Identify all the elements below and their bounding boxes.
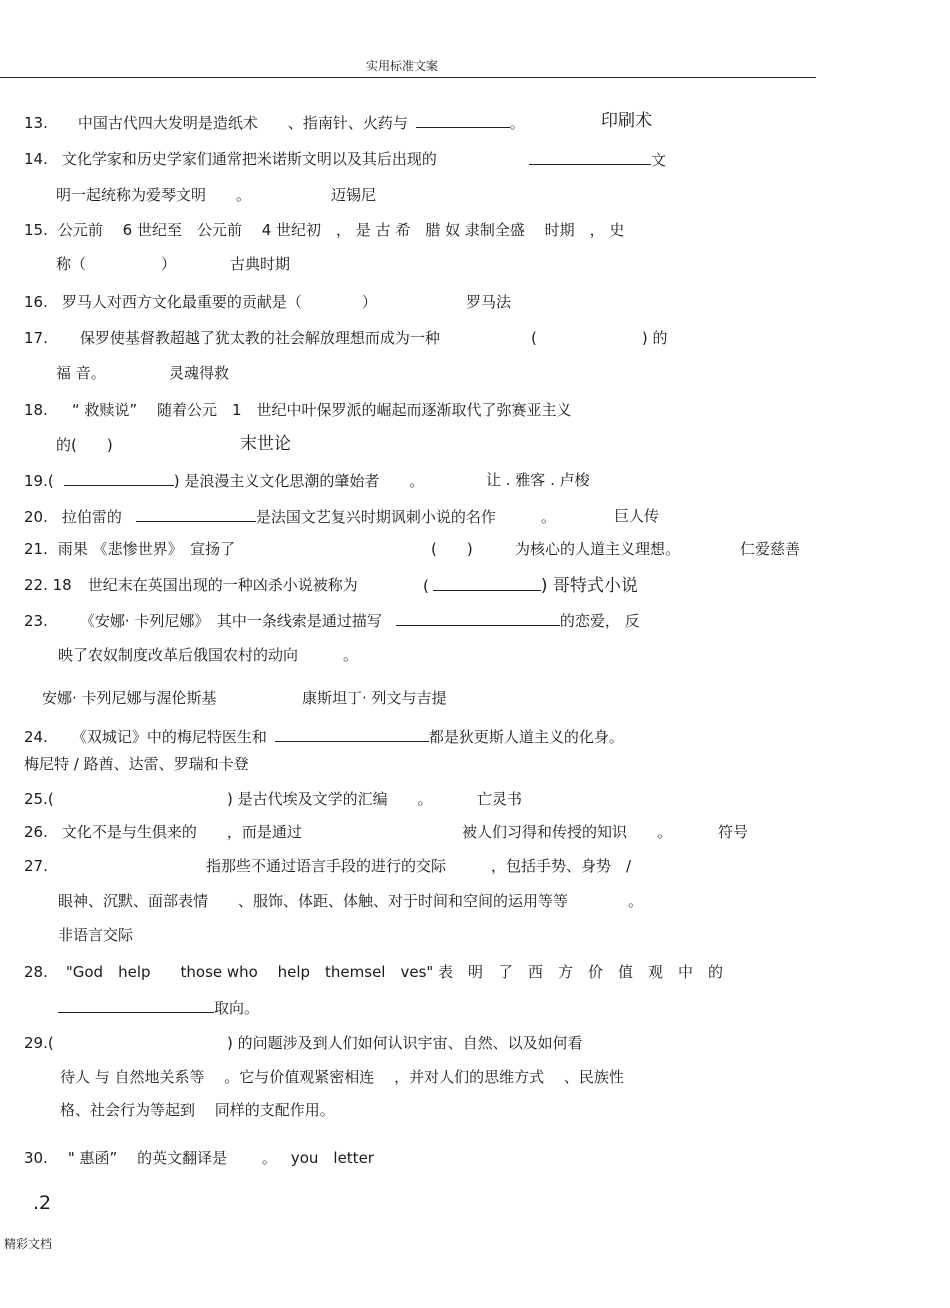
question-15 bbox=[24, 221, 624, 239]
question-number: 20. bbox=[24, 508, 48, 526]
answer-17: 灵魂得救 bbox=[169, 364, 230, 382]
answer-16: 罗马法 bbox=[466, 293, 512, 311]
question-number: 16. bbox=[24, 293, 48, 311]
question-text: ) 是浪漫主义文化思潮的肇始者 。 bbox=[173, 472, 425, 490]
question-14 bbox=[24, 150, 437, 168]
answer-30: you letter bbox=[290, 1149, 374, 1167]
question-22 bbox=[24, 576, 358, 594]
answer-blank bbox=[275, 727, 429, 742]
answer-13: 印刷术 bbox=[601, 111, 652, 131]
question-21-text: 为核心的人道主义理想。 bbox=[515, 540, 681, 558]
question-text: 文 bbox=[651, 151, 667, 169]
question-30 bbox=[24, 1149, 374, 1167]
question-number: 13. bbox=[24, 114, 48, 132]
question-14-continuation: 明一起统称为爱琴文明 。 bbox=[56, 186, 252, 204]
answer-19: 让 . 雅客 . 卢梭 bbox=[486, 471, 590, 489]
answer-20: 巨人传 bbox=[614, 507, 660, 525]
page-number: .2 bbox=[33, 1192, 52, 1214]
question-number: 18. bbox=[24, 401, 48, 419]
question-17-continuation: 福 音。 bbox=[56, 364, 106, 382]
question-29-continuation-1: 待人 与 自然地关系等 。它与价值观紧密相连 ，并对人们的思维方式 、民族性 bbox=[60, 1068, 624, 1086]
question-number: 24. bbox=[24, 728, 48, 746]
question-text: 雨果 《悲惨世界》 宣扬了 bbox=[57, 540, 236, 558]
answer-15: 古典时期 bbox=[230, 255, 291, 273]
question-16 bbox=[24, 293, 377, 311]
answer-14: 迈锡尼 bbox=[331, 186, 377, 204]
question-text: 文化学家和历史学家们通常把米诺斯文明以及其后出现的 bbox=[61, 150, 437, 168]
question-15-continuation: 称（ ） bbox=[56, 255, 177, 273]
question-text: 的恋爱， 反 bbox=[559, 612, 640, 630]
question-text: 拉伯雷的 bbox=[61, 508, 122, 526]
question-24 bbox=[24, 727, 624, 746]
question-text: 《双城记》中的梅尼特医生和 bbox=[71, 728, 267, 746]
answer-22: ) 哥特式小说 bbox=[540, 576, 638, 596]
question-13 bbox=[24, 113, 525, 132]
question-21-paren: ( ) bbox=[431, 540, 473, 558]
question-25 bbox=[24, 790, 54, 808]
question-27 bbox=[24, 857, 48, 875]
question-14-blank-line bbox=[529, 150, 666, 169]
answer-24: 梅尼特 / 路酋、达雷、罗瑞和卡登 bbox=[24, 755, 249, 773]
question-20 bbox=[24, 507, 556, 526]
question-text: 世纪末在英国出现的一种凶杀小说被称为 bbox=[87, 576, 358, 594]
question-text: 都是狄更斯人道主义的化身。 bbox=[428, 728, 624, 746]
question-22-blank-line bbox=[423, 576, 638, 595]
question-17 bbox=[24, 329, 440, 347]
question-number: 29.( bbox=[24, 1034, 54, 1052]
question-text: 文化不是与生俱来的 ，而是通过 bbox=[61, 823, 302, 841]
question-26 bbox=[24, 823, 302, 841]
question-text: 公元前 6 世纪至 公元前 4 世纪初 ， 是 古 希 腊 奴 隶制全盛 时期 ， 史 bbox=[57, 221, 625, 239]
question-number: 22. 18 bbox=[24, 576, 72, 594]
question-number: 30. bbox=[24, 1149, 48, 1167]
answer-23-second: 康斯坦丁· 列文与吉提 bbox=[302, 689, 447, 707]
question-text: " 惠函” 的英文翻译是 。 bbox=[67, 1149, 277, 1167]
question-18 bbox=[24, 401, 571, 419]
question-17-paren: ( ) 的 bbox=[531, 329, 668, 347]
question-text: 《安娜· 卡列尼娜》 其中一条线索是通过描写 bbox=[79, 612, 382, 630]
header-rule bbox=[0, 77, 816, 78]
question-number: 26. bbox=[24, 823, 48, 841]
question-29-continuation-2: 格、社会行为等起到 同样的支配作用。 bbox=[60, 1101, 335, 1119]
question-19 bbox=[24, 471, 424, 490]
question-29-text: ) 的问题涉及到人们如何认识宇宙、自然、以及如何看 bbox=[227, 1034, 583, 1052]
question-28 bbox=[24, 963, 723, 981]
question-number: 21. bbox=[24, 540, 48, 558]
question-28-continuation bbox=[58, 998, 259, 1017]
answer-26: 符号 bbox=[718, 823, 749, 841]
header-title: 实用标准文案 bbox=[366, 59, 439, 73]
answer-21: 仁爱慈善 bbox=[740, 540, 801, 558]
answer-blank bbox=[64, 471, 174, 486]
question-27-continuation: 眼神、沉默、面部表情 、服饰、体距、体触、对于时间和空间的运用等等 。 bbox=[58, 892, 644, 910]
question-number: 28. bbox=[24, 963, 48, 981]
question-text: “ 救赎说” 随着公元 1 世纪中叶保罗派的崛起而逐渐取代了弥赛亚主义 bbox=[71, 401, 572, 419]
question-text: 。 bbox=[509, 114, 525, 132]
question-25-text: ) 是古代埃及文学的汇编 。 bbox=[227, 790, 433, 808]
question-number: 23. bbox=[24, 612, 48, 630]
question-number: 27. bbox=[24, 857, 48, 875]
answer-23-first: 安娜· 卡列尼娜与渥伦斯基 bbox=[42, 689, 217, 707]
answer-27: 非语言交际 bbox=[58, 926, 134, 944]
question-text: 保罗使基督教超越了犹太教的社会解放理想而成为一种 bbox=[79, 329, 440, 347]
question-number: 17. bbox=[24, 329, 48, 347]
question-26-text: 被人们习得和传授的知识 。 bbox=[462, 823, 673, 841]
question-text: ( bbox=[423, 577, 429, 595]
question-number: 25.( bbox=[24, 790, 54, 808]
answer-blank bbox=[416, 113, 510, 128]
answer-blank bbox=[529, 150, 651, 165]
question-29 bbox=[24, 1034, 54, 1052]
answer-blank bbox=[58, 998, 214, 1013]
answer-blank bbox=[433, 576, 541, 591]
question-number: 15. bbox=[24, 221, 48, 239]
question-21 bbox=[24, 540, 235, 558]
answer-18: 末世论 bbox=[240, 434, 291, 454]
question-18-continuation: 的( ) bbox=[56, 436, 113, 454]
question-number: 19.( bbox=[24, 472, 54, 490]
question-23-continuation: 映了农奴制度改革后俄国农村的动向 。 bbox=[58, 646, 359, 664]
question-text: 取向。 bbox=[214, 999, 260, 1017]
answer-blank bbox=[396, 611, 560, 626]
question-27-text: 指那些不通过语言手段的进行的交际 ，包括手势、身势 / bbox=[206, 857, 632, 875]
question-23 bbox=[24, 611, 640, 630]
question-text: 罗马人对西方文化最重要的贡献是（ ） bbox=[61, 293, 377, 311]
question-number: 14. bbox=[24, 150, 48, 168]
question-text: "God help those who help themsel ves" 表 明 了 西 方 价 值 观 中 的 bbox=[65, 963, 724, 981]
answer-blank bbox=[136, 507, 256, 522]
question-text: 中国古代四大发明是造纸术 、指南针、火药与 bbox=[77, 114, 408, 132]
footer-note: 精彩文档 bbox=[4, 1237, 53, 1251]
question-text: 是法国文艺复兴时期讽刺小说的名作 。 bbox=[255, 508, 556, 526]
answer-25: 亡灵书 bbox=[477, 790, 523, 808]
